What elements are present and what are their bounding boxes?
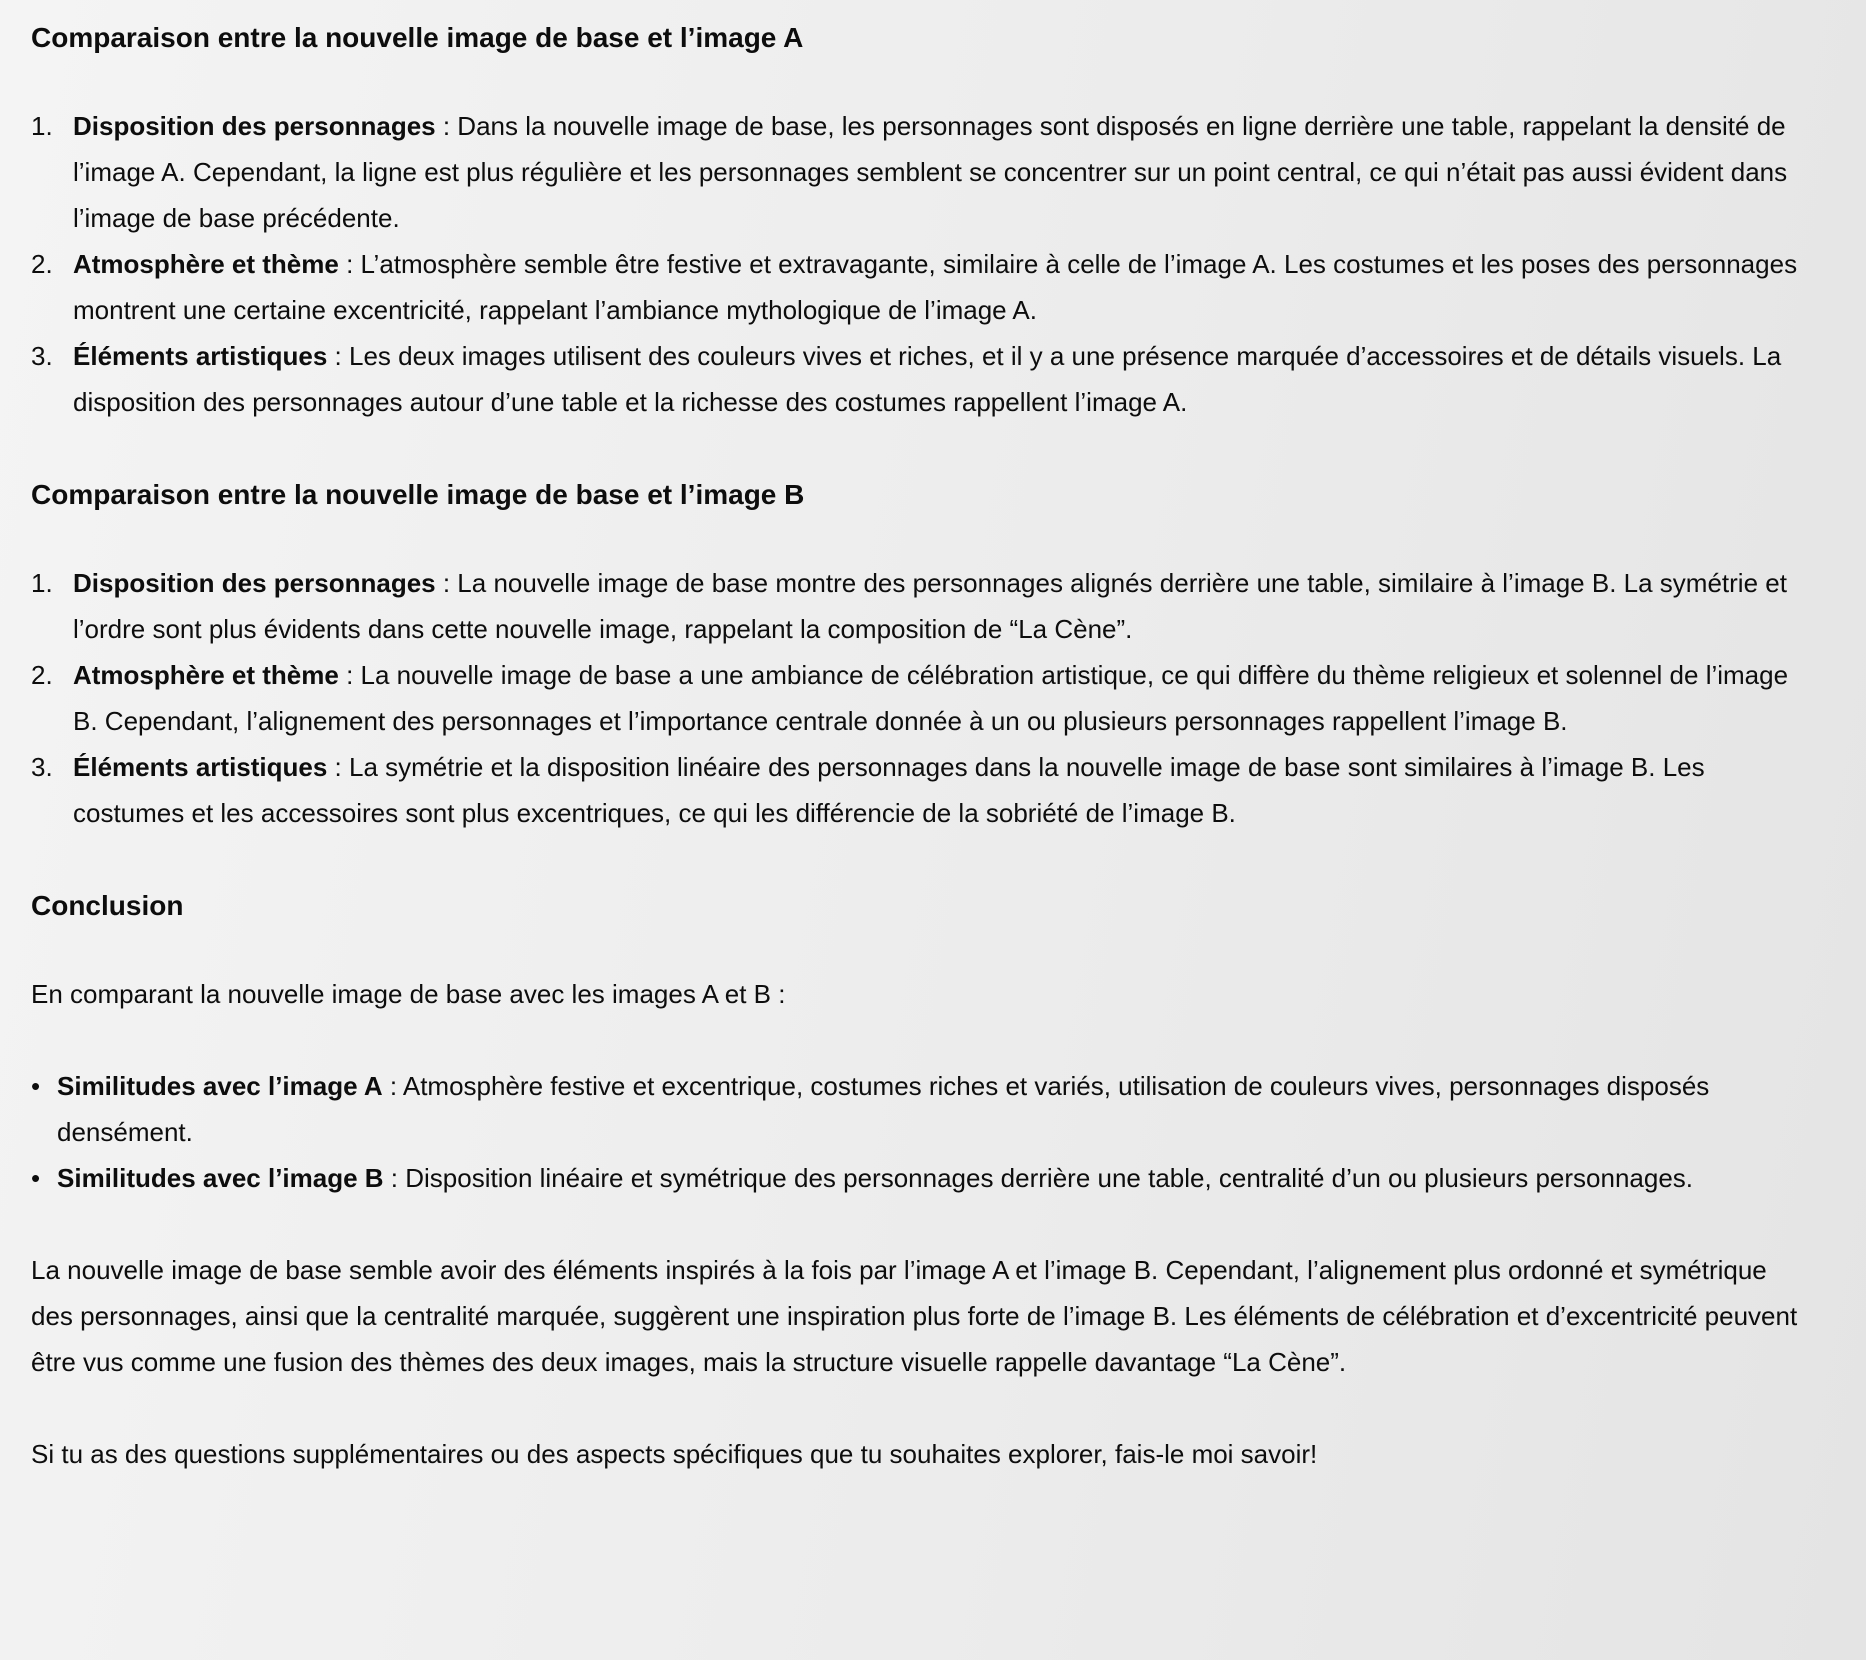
list-item bbox=[31, 744, 1806, 836]
list-item-label: Similitudes avec l’image A bbox=[57, 1071, 383, 1101]
list-number: 1. bbox=[31, 568, 53, 598]
list-item-text: : La symétrie et la disposition linéaire des personnages dans la nouvelle image de base sont similaires à l’image B. Les costumes et les accessoires sont plus excentriques, ce qui les différencie de la sobriété de l’image B. bbox=[73, 752, 1705, 828]
list-item-text: : L’atmosphère semble être festive et extravagante, similaire à celle de l’image A. Les costumes et les poses des personnages montrent une certaine excentricité, rappelant l’ambiance mythologique de l’image A. bbox=[73, 249, 1798, 325]
list-item bbox=[31, 103, 1806, 241]
similarities-list bbox=[31, 1063, 1806, 1201]
image-b-comparison-list bbox=[31, 560, 1806, 836]
list-item-label: Disposition des personnages bbox=[73, 568, 436, 598]
list-item bbox=[31, 1063, 1806, 1155]
list-number: 1. bbox=[31, 111, 53, 141]
list-item bbox=[31, 241, 1806, 333]
section-heading-image-b: Comparaison entre la nouvelle image de base et l’image B bbox=[31, 479, 805, 510]
image-a-comparison-list bbox=[31, 103, 1806, 425]
list-item bbox=[31, 560, 1806, 652]
assistant-message bbox=[31, 12, 1806, 1477]
list-item-text: : Les deux images utilisent des couleurs vives et riches, et il y a une présence marquée d’accessoires et de détails visuels. La disposition des personnages autour d’une table et la richesse des costumes rappellent l’image A. bbox=[73, 341, 1782, 417]
bullet-marker: • bbox=[31, 1071, 41, 1101]
list-item-text: : Dans la nouvelle image de base, les personnages sont disposés en ligne derrière une table, rappelant la densité de l’image A. Cependant, la ligne est plus régulière et les personnages semblent se concentrer sur un point central, ce qui n’était pas aussi évident dans l’image de base précédente. bbox=[73, 111, 1788, 233]
list-item-text: : La nouvelle image de base montre des personnages alignés derrière une table, similaire à l’image B. La symétrie et l’ordre sont plus évidents dans cette nouvelle image, rappelant la composition de “La Cène”. bbox=[73, 568, 1787, 644]
list-item-label: Disposition des personnages bbox=[73, 111, 436, 141]
closing-message: Si tu as des questions supplémentaires ou des aspects spécifiques que tu souhaites explorer, fais-le moi savoir! bbox=[31, 1439, 1318, 1469]
conclusion-intro: En comparant la nouvelle image de base avec les images A et B : bbox=[31, 979, 786, 1009]
list-item bbox=[31, 652, 1806, 744]
list-item-label: Éléments artistiques bbox=[73, 752, 328, 782]
list-item-label: Éléments artistiques bbox=[73, 341, 328, 371]
list-number: 2. bbox=[31, 660, 53, 690]
list-item-label: Atmosphère et thème bbox=[73, 249, 339, 279]
list-item-label: Atmosphère et thème bbox=[73, 660, 339, 690]
conclusion-summary: La nouvelle image de base semble avoir des éléments inspirés à la fois par l’image A et l’image B. Cependant, l’alignement plus ordonné et symétrique des personnages, ainsi que la centralité marquée, suggèrent une inspiration plus forte de l’image B. Les éléments de célébration et d’excentricité peuvent être vus comme une fusion des thèmes des deux images, mais la structure visuelle rappelle davantage “La Cène”. bbox=[31, 1255, 1798, 1377]
list-number: 2. bbox=[31, 249, 53, 279]
list-item bbox=[31, 333, 1806, 425]
list-item-text: : La nouvelle image de base a une ambiance de célébration artistique, ce qui diffère du thème religieux et solennel de l’image B. Cependant, l’alignement des personnages et l’importance centrale donnée à un ou plusieurs personnages rappellent l’image B. bbox=[73, 660, 1789, 736]
list-item-text: : Disposition linéaire et symétrique des personnages derrière une table, centralité d’un ou plusieurs personnages. bbox=[383, 1163, 1694, 1193]
list-item-text: : Atmosphère festive et excentrique, costumes riches et variés, utilisation de couleurs vives, personnages disposés densément. bbox=[57, 1071, 1710, 1147]
list-item bbox=[31, 1155, 1806, 1201]
list-number: 3. bbox=[31, 752, 53, 782]
list-number: 3. bbox=[31, 341, 53, 371]
list-item-label: Similitudes avec l’image B bbox=[57, 1163, 384, 1193]
bullet-marker: • bbox=[31, 1163, 41, 1193]
section-heading-image-a: Comparaison entre la nouvelle image de base et l’image A bbox=[31, 22, 804, 53]
conclusion-heading: Conclusion bbox=[31, 890, 184, 921]
